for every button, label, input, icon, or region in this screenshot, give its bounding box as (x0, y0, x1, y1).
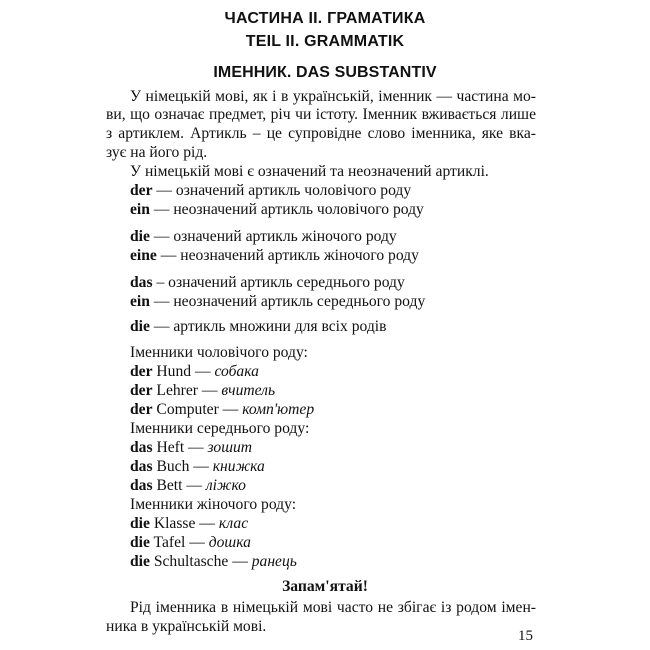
article-term: ein (130, 201, 150, 218)
article-term: eine (130, 247, 157, 264)
article-row (130, 273, 405, 293)
article-description: — артикль множини для всіх родів (149, 318, 387, 335)
intro-line-2: ви, що означає предмет, річ чи істоту. Іменник вживається лише (106, 106, 536, 123)
noun-translation: вчитель (221, 382, 276, 399)
noun-row (130, 552, 297, 572)
noun-translation: комп'ютер (242, 401, 315, 418)
neuter-heading: Іменники середнього роду: (130, 420, 310, 437)
remember-title: Запам'ятай! (282, 578, 368, 595)
article-row (130, 292, 425, 312)
article-row (130, 181, 411, 201)
noun-word: Heft — (152, 439, 208, 456)
noun-article: die (130, 534, 150, 551)
noun-article: der (130, 363, 153, 380)
part-title-german: TEIL II. GRAMMATIK (245, 33, 405, 50)
noun-translation: собака (214, 363, 259, 380)
article-description: — неозначений артикль жіночого роду (156, 247, 419, 264)
noun-article: der (130, 401, 153, 418)
article-description: — неозначений артикль чоловічого роду (149, 201, 424, 218)
article-term: das (130, 274, 153, 291)
remember-line-1: Рід іменника в німецькій мові часто не збігає із родом імен- (130, 599, 536, 616)
article-term: die (130, 318, 150, 335)
noun-word: Hund — (152, 363, 215, 380)
noun-row (130, 457, 265, 477)
noun-word: Bett — (152, 477, 206, 494)
noun-row (130, 476, 246, 496)
intro-line-5: У німецькій мові є означений та неозначений артиклі. (130, 163, 489, 180)
noun-translation: зошит (207, 439, 253, 456)
intro-line-3: з артиклем. Артикль – це супровідне слово іменника, яке вка- (106, 125, 536, 142)
noun-word: Lehrer — (152, 382, 222, 399)
noun-article: die (130, 553, 150, 570)
noun-row (130, 400, 314, 420)
article-description: — означений артикль жіночого роду (149, 228, 397, 245)
noun-article: das (130, 477, 153, 494)
article-description: – означений артикль середнього роду (152, 274, 405, 291)
noun-row (130, 438, 252, 458)
noun-translation: ранець (251, 553, 297, 570)
article-description: — неозначений артикль середнього роду (149, 293, 426, 310)
noun-translation: книжка (212, 458, 265, 475)
noun-row (130, 362, 259, 382)
feminine-heading: Іменники жіночого роду: (130, 496, 297, 513)
article-term: ein (130, 293, 150, 310)
noun-word: Tafel — (149, 534, 209, 551)
noun-translation: дошка (208, 534, 251, 551)
article-row (130, 200, 424, 220)
article-description: — означений артикль чоловічого роду (152, 182, 412, 199)
noun-article: der (130, 382, 153, 399)
noun-article: das (130, 458, 153, 475)
noun-article: die (130, 515, 150, 532)
page-number: 15 (518, 628, 533, 644)
article-row (130, 246, 419, 266)
noun-word: Schultasche — (149, 553, 252, 570)
article-term: die (130, 228, 150, 245)
article-row (130, 227, 397, 247)
remember-line-2: ника в українській мові. (106, 618, 267, 635)
noun-row (130, 514, 248, 534)
noun-article: das (130, 439, 153, 456)
noun-translation: клас (218, 515, 249, 532)
masculine-heading: Іменники чоловічого роду: (130, 344, 308, 361)
part-title-ukrainian: ЧАСТИНА II. ГРАМАТИКА (224, 10, 426, 27)
noun-row (130, 381, 275, 401)
noun-translation: ліжко (205, 477, 246, 494)
noun-word: Buch — (152, 458, 213, 475)
article-term: der (130, 182, 153, 199)
intro-line-4: зує на його рід. (106, 144, 208, 161)
noun-row (130, 533, 251, 553)
noun-word: Computer — (152, 401, 243, 418)
intro-line-1: У німецькій мові, як і в українській, іменник — частина мо- (130, 88, 536, 105)
section-title: ІМЕННИК. DAS SUBSTANTIV (213, 64, 437, 81)
noun-word: Klasse — (149, 515, 219, 532)
article-row (130, 317, 386, 337)
